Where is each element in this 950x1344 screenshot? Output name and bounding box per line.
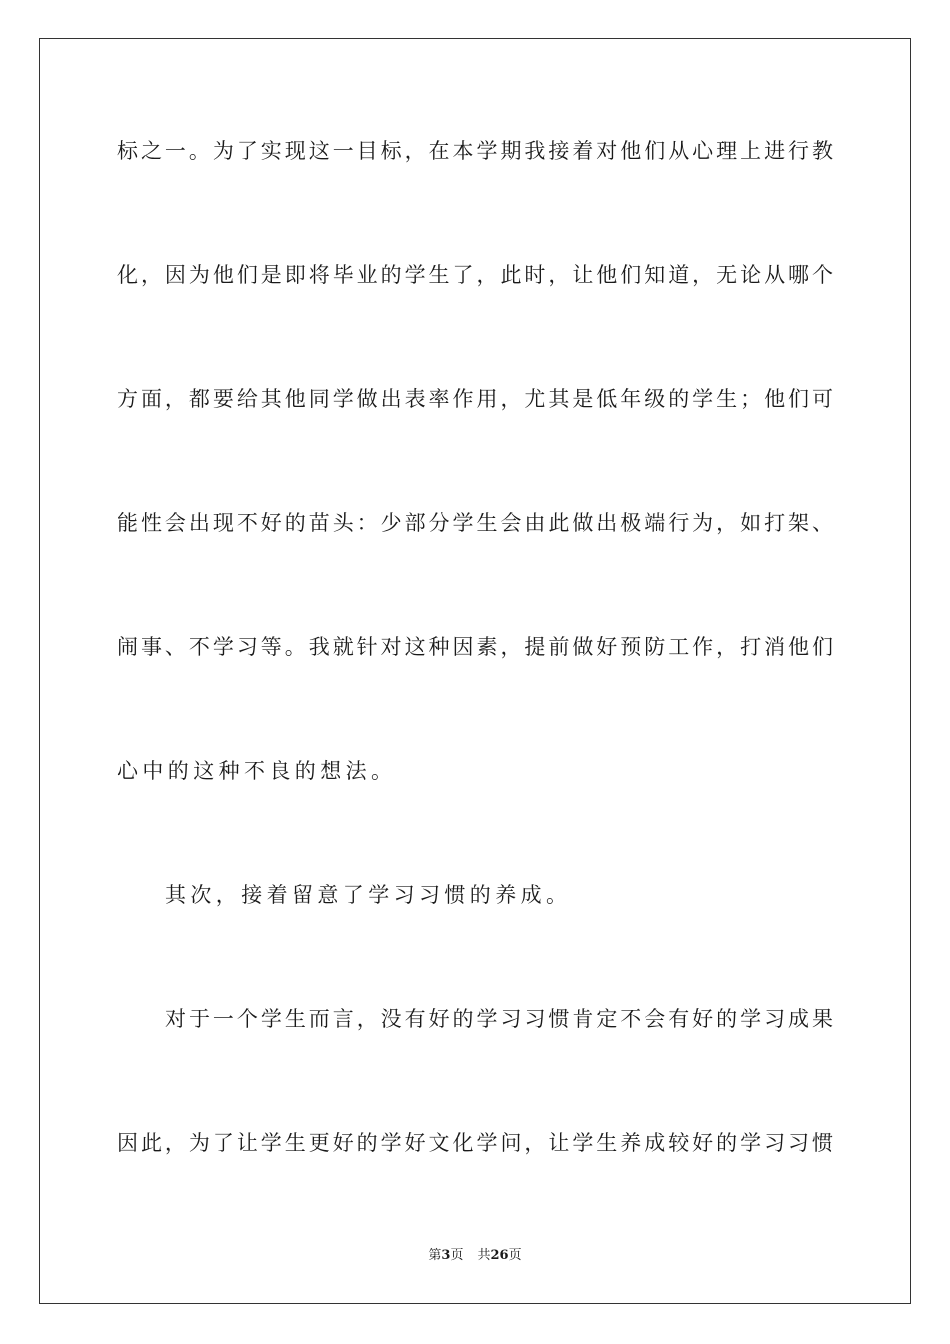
text-line: 方面，都要给其他同学做出表率作用，尤其是低年级的学生；他们可	[117, 387, 833, 411]
paragraph-line: 其次，接着留意了学习习惯的养成。	[165, 883, 572, 907]
page-number: 3	[441, 1248, 451, 1263]
paragraph-line: 对于一个学生而言，没有好的学习习惯肯定不会有好的学习成果	[165, 1007, 833, 1031]
total-suffix: 页	[508, 1248, 522, 1263]
page-border	[39, 38, 911, 1304]
text-line: 心中的这种不良的想法。	[117, 759, 397, 783]
text-line: 能性会出现不好的苗头：少部分学生会由此做出极端行为，如打架、	[117, 511, 833, 535]
total-pages: 26	[490, 1248, 509, 1263]
text-line: 因此，为了让学生更好的学好文化学问，让学生养成较好的学习习惯	[117, 1131, 833, 1155]
page-footer	[0, 1247, 950, 1265]
total-prefix: 共	[477, 1248, 491, 1263]
text-line: 标之一。为了实现这一目标，在本学期我接着对他们从心理上进行教	[117, 139, 833, 163]
text-line: 化，因为他们是即将毕业的学生了，此时，让他们知道，无论从哪个	[117, 263, 833, 287]
text-line: 闹事、不学习等。我就针对这种因素，提前做好预防工作，打消他们	[117, 635, 833, 659]
page-suffix: 页	[450, 1248, 464, 1263]
page-prefix: 第	[428, 1248, 442, 1263]
